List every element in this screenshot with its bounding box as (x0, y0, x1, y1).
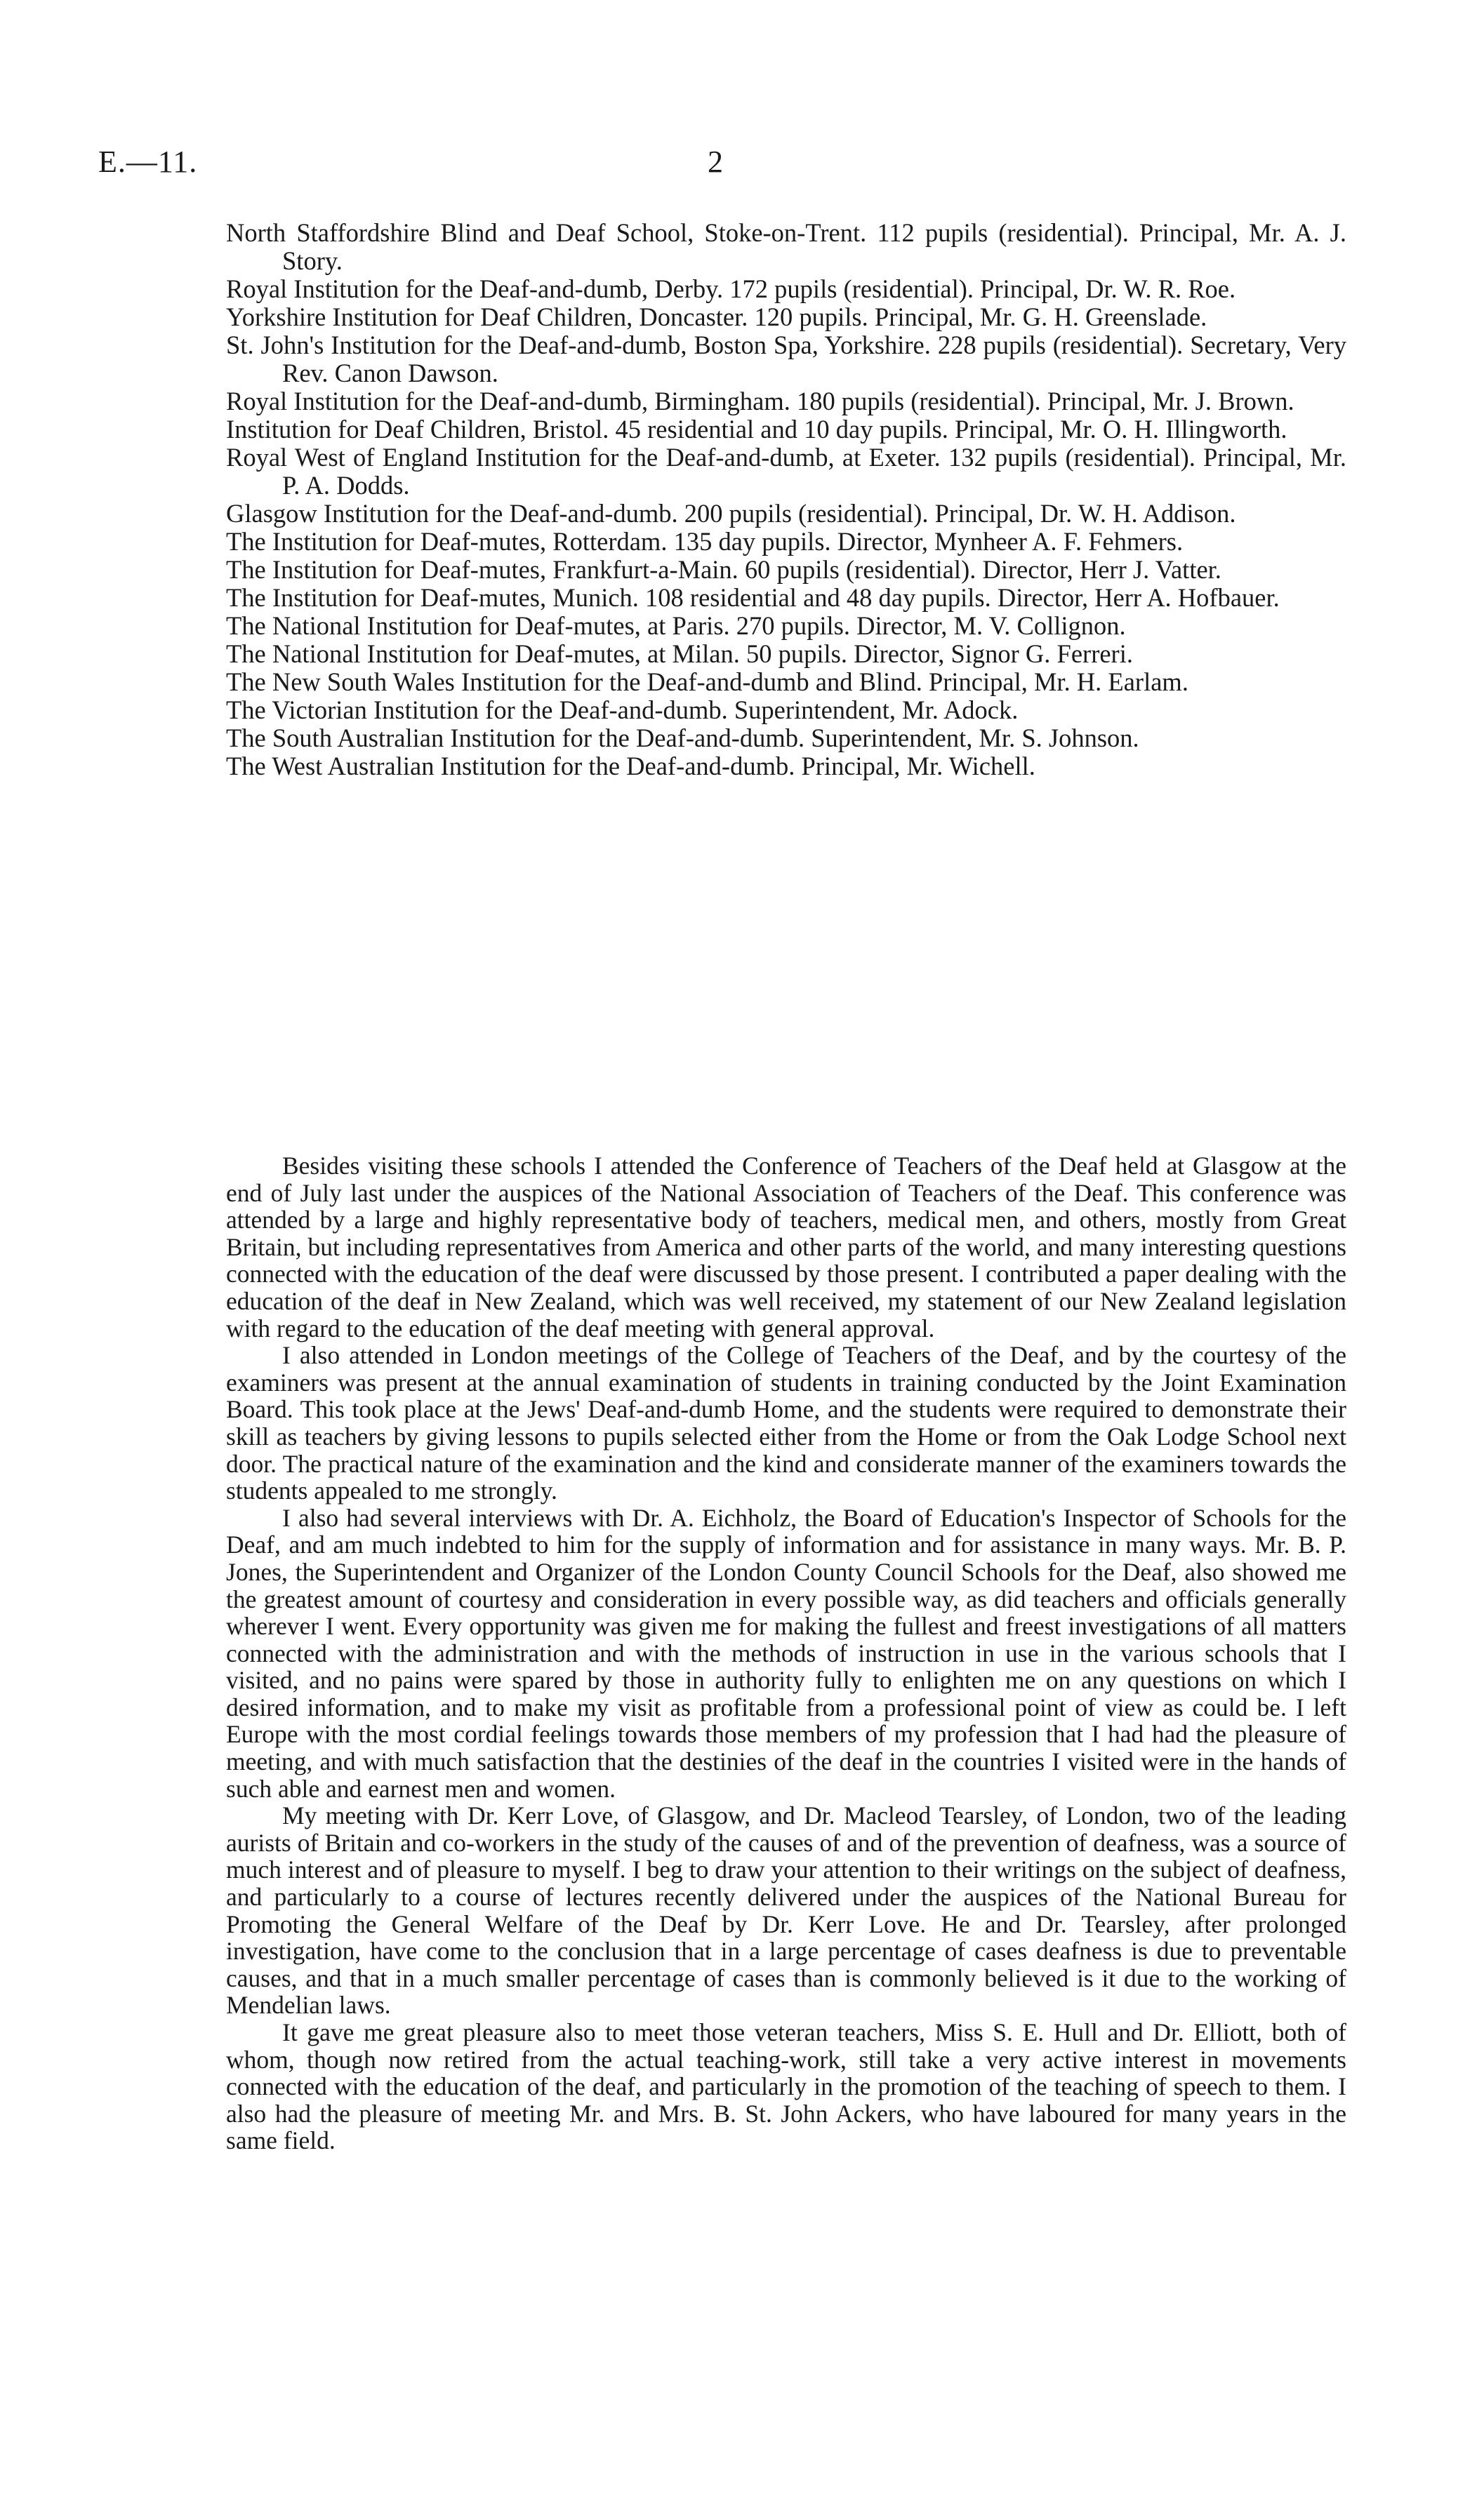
page-number: 2 (708, 145, 723, 179)
list-item: The New South Wales Institution for the Deaf-and-dumb and Blind. Principal, Mr. H. Earlam. (226, 667, 1188, 696)
list-item: The Institution for Deaf-mutes, Munich. 108 residential and 48 day pupils. Director, Herr A. Hofbauer. (226, 583, 1280, 612)
institution-list (226, 219, 1346, 780)
list-item: Royal Institution for the Deaf-and-dumb, Derby. 172 pupils (residential). Principal, Dr. W. R. Roe. (226, 274, 1236, 303)
document-reference: E.—11. (98, 145, 198, 179)
list-item: The Institution for Deaf-mutes, Rotterdam. 135 day pupils. Director, Mynheer A. F. Fehmers. (226, 527, 1184, 556)
list-item: The Institution for Deaf-mutes, Frankfurt-a-Main. 60 pupils (residential). Director, Herr J. Vatter. (226, 555, 1221, 584)
paragraph: It gave me great pleasure also to meet those veteran teachers, Miss S. E. Hull and Dr. Elliott, both of whom, though now retired from the actual teaching-work, still take a very active interest in movements connected with the education of the deaf, and particularly in the promotion of the teaching of speech to them. I also had the pleasure of meeting Mr. and Mrs. B. St. John Ackers, who have laboured for many years in the same field. (226, 2018, 1346, 2155)
list-item: Royal Institution for the Deaf-and-dumb, Birmingham. 180 pupils (residential). Principal, Mr. J. Brown. (226, 387, 1294, 415)
list-item: St. John's Institution for the Deaf-and-dumb, Boston Spa, Yorkshire. 228 pupils (residential). Secretary, Very Rev. Canon Dawson. (226, 331, 1346, 387)
report-body (226, 1152, 1346, 2154)
list-item: North Staffordshire Blind and Deaf School, Stoke-on-Trent. 112 pupils (residential). Principal, Mr. A. J. Story. (226, 218, 1346, 275)
list-item: The Victorian Institution for the Deaf-and-dumb. Superintendent, Mr. Adock. (226, 695, 1019, 724)
list-item: Yorkshire Institution for Deaf Children, Doncaster. 120 pupils. Principal, Mr. G. H. Greenslade. (226, 302, 1207, 331)
list-item: The West Australian Institution for the Deaf-and-dumb. Principal, Mr. Wichell. (226, 752, 1035, 780)
list-item: The National Institution for Deaf-mutes, at Milan. 50 pupils. Director, Signor G. Ferreri. (226, 639, 1133, 668)
paragraph: I also attended in London meetings of the College of Teachers of the Deaf, and by the courtesy of the examiners was present at the annual examination of students in training conducted by the Joint Examination Board. This took place at the Jews' Deaf-and-dumb Home, and the students were required to demonstrate their skill as teachers by giving lessons to pupils selected either from the Home or from the Oak Lodge School next door. The practical nature of the examination and the kind and considerate manner of the examiners towards the students appealed to me strongly. (226, 1341, 1346, 1505)
list-item: Royal West of England Institution for the Deaf-and-dumb, at Exeter. 132 pupils (residential). Principal, Mr. P. A. Dodds. (226, 443, 1346, 500)
paragraph: I also had several interviews with Dr. A. Eichholz, the Board of Education's Inspector of Schools for the Deaf, and am much indebted to him for the supply of information and for assistance in many ways. Mr. B. P. Jones, the Superintendent and Organizer of the London County Council Schools for the Deaf, also showed me the greatest amount of courtesy and consideration in every possible way, as did teachers and officials generally wherever I went. Every opportunity was given me for making the fullest and freest investigations of all matters connected with the administration and with the methods of instruction in use in the various schools that I visited, and no pains were spared by those in authority fully to enlighten me on any questions on which I desired information, and to make my visit as profitable from a professional point of view as could be. I left Europe with the most cordial feelings towards those members of my profession that I had had the pleasure of meeting, and with much satisfaction that the destinies of the deaf in the countries I visited were in the hands of such able and earnest men and women. (226, 1503, 1346, 1803)
list-item: The National Institution for Deaf-mutes, at Paris. 270 pupils. Director, M. V. Collignon. (226, 611, 1126, 640)
list-item: Glasgow Institution for the Deaf-and-dumb. 200 pupils (residential). Principal, Dr. W. H. Addison. (226, 499, 1236, 528)
list-item: The South Australian Institution for the Deaf-and-dumb. Superintendent, Mr. S. Johnson. (226, 724, 1139, 752)
paragraph: My meeting with Dr. Kerr Love, of Glasgow, and Dr. Macleod Tearsley, of London, two of the leading aurists of Britain and co-workers in the study of the causes of and of the prevention of deafness, was a source of much interest and of pleasure to myself. I beg to draw your attention to their writings on the subject of deafness, and particularly to a course of lectures recently delivered under the auspices of the National Bureau for Promoting the General Welfare of the Deaf by Dr. Kerr Love. He and Dr. Tearsley, after prolonged investigation, have come to the conclusion that in a large percentage of cases deafness is due to preventable causes, and that in a much smaller percentage of cases than is commonly believed is it due to the working of Mendelian laws. (226, 1801, 1346, 2020)
list-item: Institution for Deaf Children, Bristol. 45 residential and 10 day pupils. Principal, Mr. O. H. Illingworth. (226, 415, 1287, 444)
paragraph: Besides visiting these schools I attended the Conference of Teachers of the Deaf held at Glasgow at the end of July last under the auspices of the National Association of Teachers of the Deaf. This conference was attended by a large and highly representative body of teachers, medical men, and others, mostly from Great Britain, but including representatives from America and other parts of the world, and many interesting questions connected with the education of the deaf were discussed by those present. I contributed a paper dealing with the education of the deaf in New Zealand, which was well received, my statement of our New Zealand legislation with regard to the education of the deaf meeting with general approval. (226, 1152, 1346, 1342)
page-header (98, 144, 1383, 186)
